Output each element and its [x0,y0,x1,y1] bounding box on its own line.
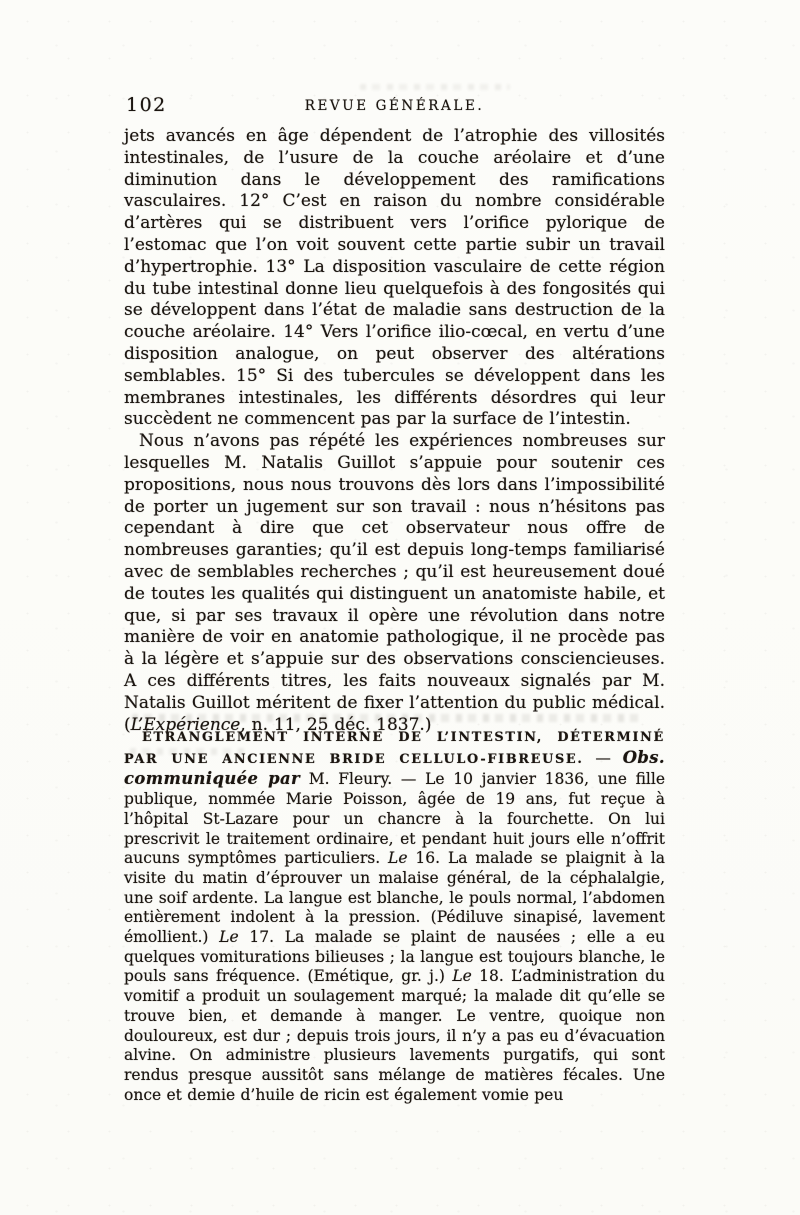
text-run: 17. La malade se plaint de nausées ; elle a eu quelques vomiturations bilieuses ; la langue est toujours blanche, le pouls sans fréquence. (Emétique, gr. j.) [124,928,665,986]
text-run: — [583,748,623,767]
text-run-italic: Le [219,928,239,947]
text-column [124,126,665,736]
text-run-caps: ÉTRANGLEMENT INTERNE DE L’INTESTIN, DÉTERMINÉ PAR UNE ANCIENNE BRIDE CELLULO-FIBREUSE. [124,730,665,767]
text-run-italic: Le [388,849,408,868]
text-run-italic: Le [452,967,472,986]
text-run: , n. 11, 25 déc. 1837.) [240,714,432,735]
page-number: 102 [126,94,167,116]
text-run-italic-lead: Obs. communiquée par [124,747,666,789]
scan-artifact [360,84,510,90]
text-run: jets avancés en âge dépendent de l’atrophie des villosités intestinales, de l’usure de la couche aréolaire et d’une diminution dans le développement des ramifications vasculaires. 12° C’est en raison du nombre considérable d’artères qui se distribuent vers l’orifice pylorique de l’estomac que l’on voit souvent cette partie subir un travail d’hypertrophie. 13° La disposition vasculaire de cette région du tube intestinal donne lieu quelquefois à des fongosités qui se développent dans l’état de maladie sans destruction de la couche aréolaire. 14° Vers l’orifice ilio-cœcal, en vertu d’une disposition analogue, on peut observer des altérations semblables. 15° Si des tubercules se développent dans les membranes intestinales, les différents désordres qui leur succèdent ne commencent pas par la surface de l’intestin. [124,126,665,430]
running-title: REVUE GÉNÉRALE. [304,98,485,114]
text-run: M. Fleury. — Le 10 janvier 1836, une fille publique, nommée Marie Poisson, âgée de 19 ans, fut reçue à l’hôpital St-Lazare pour un chancre à la fourchette. On lui prescrivit le traitement ordinaire, et pendant huit jours elle n’offrit aucuns symptômes particuliers. [124,770,665,868]
case-report-paragraph [124,727,665,1105]
review-section [124,126,665,736]
page-header [124,94,665,118]
continuation-paragraph [124,126,665,431]
text-run: 18. L’administration du vomitif a produit un soulagement marqué; la malade dit qu’elle se trouve bien, et demande à manger. Le ventre, quoique non douloureux, est dur ; depuis trois jours, il n’y a pas eu d’évacuation alvine. On administre plusieurs lavements purgatifs, qui sont rendus presque aussitôt sans mélange de matières fécales. Une once et demie d’huile de ricin est également vomie peu [124,967,665,1104]
text-run: Nous n’avons pas répété les expériences nombreuses sur lesquelles M. Natalis Guillot s’appuie pour soutenir ces propositions, nous nous trouvons dès lors dans l’impossibilité de porter un jugement sur son travail : nous n’hésitons pas cependant à dire que cet observateur nous offre de nombreuses garanties; qu’il est depuis long-temps familiarisé avec de semblables recherches ; qu’il est heureusement doué de toutes les qualités qui distinguent un anatomiste habile, et que, si par ses travaux il opère une révolution dans notre manière de voir en anatomie pathologique, il ne procède pas à la légère et s’appuie sur des observations consciencieuses. A ces différents titres, les faits nouveaux signalés par M. Natalis Guillot méritent de fixer l’attention du public médical. ( [124,431,665,735]
text-run-italic: L’Expérience [130,714,241,735]
commentary-paragraph [124,431,665,736]
observation-section [124,727,665,1105]
text-run: 16. La malade se plaignit à la visite du matin d’éprouver un malaise général, de la céphalalgie, une soif ardente. La langue est blanche, le pouls normal, l’abdomen entièrement indolent à la pression. (Pédiluve sinapisé, lavement émollient.) [124,849,665,947]
